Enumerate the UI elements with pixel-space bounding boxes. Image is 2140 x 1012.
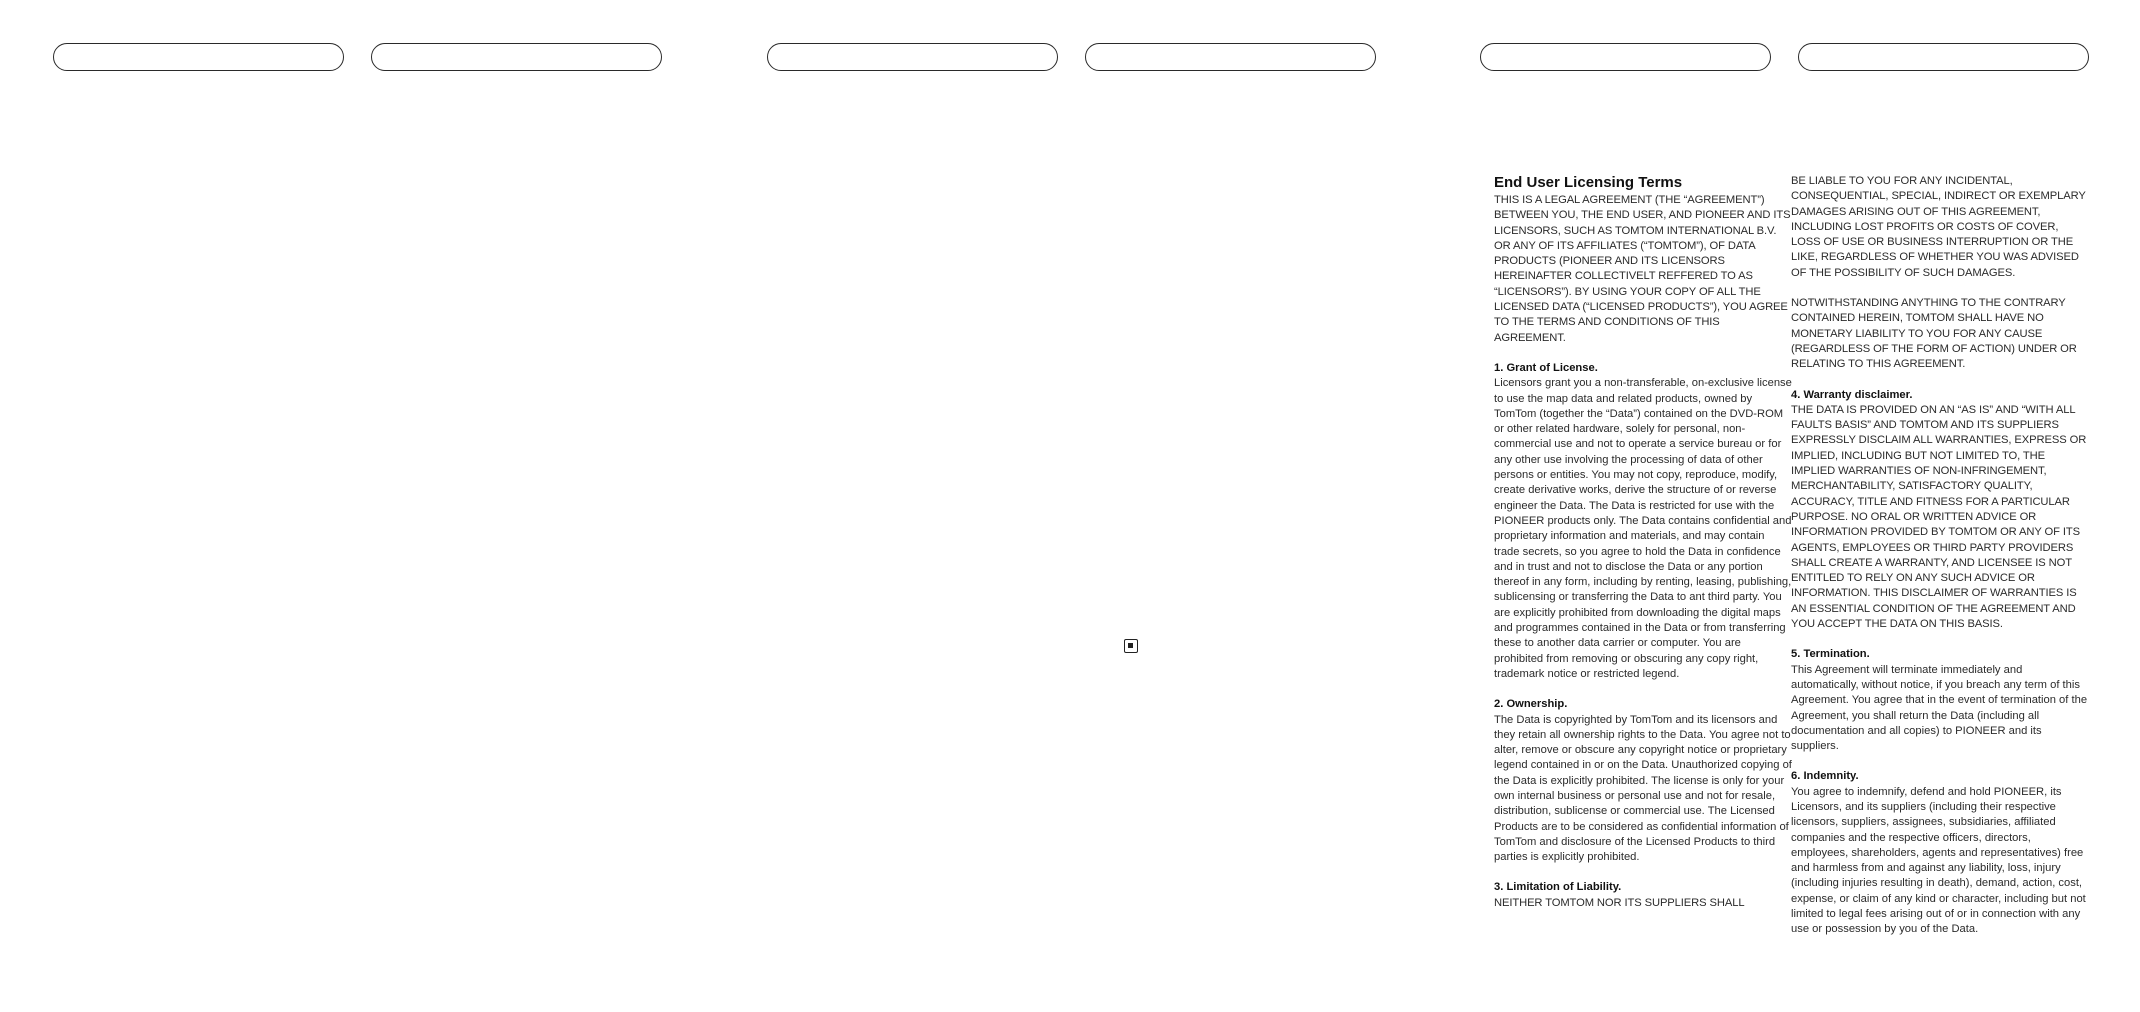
intro-paragraph: THIS IS A LEGAL AGREEMENT (THE “AGREEMENT”) BETWEEN YOU, THE END USER, AND PIONEER AND ITS LICENSORS, SUCH AS TOMTOM INTERNATIONAL B.V. OR ANY OF ITS AFFILIATES (“TOMTOM”), OF DATA PRODUCTS (PIONEER AND ITS LICENSORS HEREINAFTER COLLECTIVELT REFFERED TO AS “LICENSORS”). BY USING YOUR COPY OF ALL THE LICENSED DATA (“LICENSED PRODUCTS”), YOU AGREE TO THE TERMS AND CONDITIONS OF THIS AGREEMENT. xyxy=(1494,194,1791,344)
section-body: You agree to indemnify, defend and hold PIONEER, its Licensors, and its suppliers (including their respective licensors, suppliers, assignees, subsidiaries, affiliated companies and the respective officers, directors, employees, shareholders, agents and representatives) free and harmless from and against any liability, loss, injury (including injuries resulting in death), demand, action, cost, expense, or claim of any kind or character, including but not limited to legal fees arising out of or in connection with any use or possession by you of the Data. xyxy=(1791,785,2086,936)
liability-notwithstanding: NOTWITHSTANDING ANYTHING TO THE CONTRARY CONTAINED HEREIN, TOMTOM SHALL HAVE NO MONETARY LIABILITY TO YOU FOR ANY CAUSE (REGARDLESS OF THE FORM OF ACTION) UNDER OR RELATING TO THIS AGREEMENT. xyxy=(1791,297,2077,371)
section-heading: 1. Grant of License. xyxy=(1494,361,1598,374)
eula-column-left xyxy=(1494,174,1792,926)
section-heading: 3. Limitation of Liability. xyxy=(1494,881,1622,894)
header-tab-3 xyxy=(767,43,1058,71)
section-body: The Data is copyrighted by TomTom and its licensors and they retain all ownership rights to the Data. You agree not to alter, remove or obscure any copyright notice or proprietary legend contained in or on the Data. Unauthorized copying of the Data is explicitly prohibited. The license is only for your own internal business or personal use and not for resale, distribution, sublicense or commercial use. The Licensed Products are to be considered as confidential information of TomTom and disclosure of the Licensed Products to third parties is explicitly prohibited. xyxy=(1494,713,1792,864)
section-warranty xyxy=(1791,388,2089,633)
liability-continued: BE LIABLE TO YOU FOR ANY INCIDENTAL, CONSEQUENTIAL, SPECIAL, INDIRECT OR EXEMPLARY DAMAGES ARISING OUT OF THIS AGREEMENT, INCLUDING LOST PROFITS OR COSTS OF COVER, LOSS OF USE OR BUSINESS INTERRUPTION OR THE LIKE, REGARDLESS OF WHETHER YOU WAS ADVISED OF THE POSSIBILITY OF SUCH DAMAGES. xyxy=(1791,175,2086,279)
header-tab-5 xyxy=(1480,43,1771,71)
section-body: This Agreement will terminate immediately and automatically, without notice, if you breach any term of this Agreement. You agree that in the event of termination of the Agreement, you shall return the Data (including all documentation and all copies) to PIONEER and its suppliers. xyxy=(1791,663,2088,753)
header-tab-4 xyxy=(1085,43,1376,71)
section-heading: 2. Ownership. xyxy=(1494,698,1568,711)
section-body: NEITHER TOMTOM NOR ITS SUPPLIERS SHALL xyxy=(1494,896,1745,909)
section-body: Licensors grant you a non-transferable, on-exclusive license to use the map data and related products, owned by TomTom (together the “Data”) contained on the DVD-ROM or other related hardware, solely for personal, non-commercial use and not to operate a service bureau or for any other use involving the processing of data of other persons or entities. You may not copy, reproduce, modify, create derivative works, derive the structure of or reverse engineer the Data. The Data is restricted for use with the PIONEER products only. The Data contains confidential and proprietary information and materials, and may contain trade secrets, so you agree to hold the Data in confidence and in trust and not to disclose the Data or any portion thereof in any form, including by renting, leasing, publishing, sublicensing or transferring the Data to ant third party. You are explicitly prohibited from downloading the digital maps and programmes contained in the Data or from transferring these to another data carrier or computer. You are prohibited from removing or obscuring any copy right, trademark notice or restricted legend. xyxy=(1494,377,1792,680)
header-tab-2 xyxy=(371,43,662,71)
section-liability xyxy=(1494,880,1792,911)
section-indemnity xyxy=(1791,769,2089,937)
page-marker-icon xyxy=(1124,639,1138,653)
section-body: THE DATA IS PROVIDED ON AN “AS IS” AND “WITH ALL FAULTS BASIS” AND TOMTOM AND ITS SUPPLIERS EXPRESSLY DISCLAIM ALL WARRANTIES, EXPRESS OR IMPLIED, INCLUDING BUT NOT LIMITED TO, THE IMPLIED WARRANTIES OF NON-INFRINGEMENT, MERCHANTABILITY, SATISFACTORY QUALITY, ACCURACY, TITLE AND FITNESS FOR A PARTICULAR PURPOSE. NO ORAL OR WRITTEN ADVICE OR INFORMATION PROVIDED BY TOMTOM OR ANY OF ITS AGENTS, EMPLOYEES OR THIRD PARTY PROVIDERS SHALL CREATE A WARRANTY, AND LICENSEE IS NOT ENTITLED TO RELY ON ANY SUCH ADVICE OR INFORMATION. THIS DISCLAIMER OF WARRANTIES IS AN ESSENTIAL CONDITION OF THE AGREEMENT AND YOU ACCEPT THE DATA ON THIS BASIS. xyxy=(1791,403,2087,631)
section-heading: 4. Warranty disclaimer. xyxy=(1791,388,1913,401)
eula-column-right xyxy=(1791,174,2089,953)
header-tab-6 xyxy=(1798,43,2089,71)
page-title: End User Licensing Terms xyxy=(1494,174,1683,191)
header-tab-1 xyxy=(53,43,344,71)
section-grant xyxy=(1494,361,1792,682)
section-termination xyxy=(1791,647,2089,754)
section-heading: 6. Indemnity. xyxy=(1791,770,1859,783)
section-heading: 5. Termination. xyxy=(1791,648,1870,661)
section-ownership xyxy=(1494,697,1792,865)
